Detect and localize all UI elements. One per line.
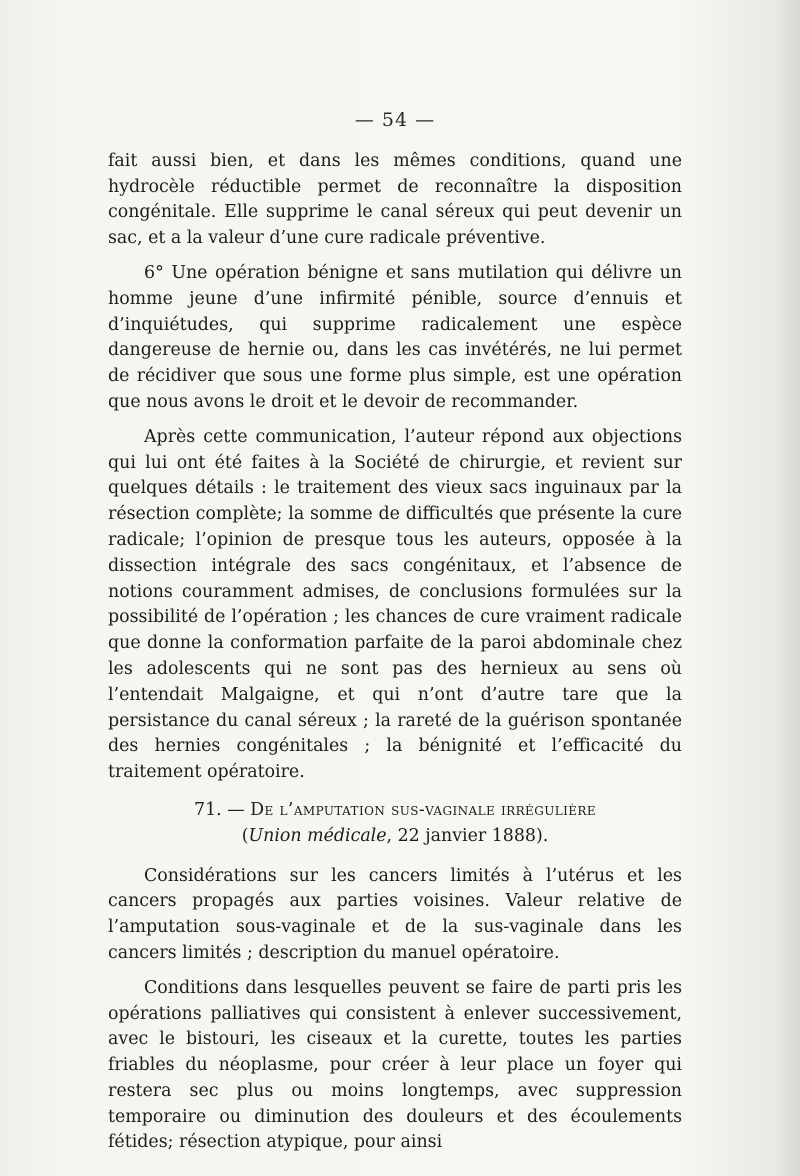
section-heading [108, 798, 682, 824]
section-title: De l’amputation sus-vaginale irrégulière [250, 799, 596, 820]
paragraph-conditions: Conditions dans lesquelles peuvent se faire de parti pris les opérations palliatives qui consistent à enlever successivement, avec le bistouri, les ciseaux et la curette, toutes les parties friables du néoplasme, pour créer à leur place un foyer qui restera sec plus ou moins longtemps, avec suppression temporaire ou diminution des douleurs et des écoulements fétides; résection atypique, pour ainsi [108, 977, 682, 1153]
page-text-block [108, 108, 682, 1165]
paragraph-point-6: 6° Une opération bénigne et sans mutilation qui délivre un homme jeune d’une infirmité pénible, source d’ennuis et d’inquiétudes, qui supprime radicalement une espèce dangereuse de hernie ou, dans les cas invétérés, ne lui permet de récidiver que sous une forme plus simple, est une opération que nous avons le droit et le devoir de recommander. [108, 262, 682, 412]
paragraph-hydrocele: fait aussi bien, et dans les mêmes conditions, quand une hydrocèle réductible permet de reconnaître la disposition congénitale. Elle supprime le canal séreux qui peut devenir un sac, et a la valeur d’une cure radicale préventive. [108, 150, 682, 249]
section-source [108, 824, 682, 850]
section-number: 71. [194, 799, 222, 820]
paragraph-considerations: Considérations sur les cancers limités à l’utérus et les cancers propagés aux parties voisines. Valeur relative de l’amputation sous-vaginale et de la sus-vaginale dans les cancers limités ; description du manuel opératoire. [108, 865, 682, 963]
section-dash: — [227, 799, 245, 820]
paragraph-author-reply: Après cette communication, l’auteur répond aux objections qui lui ont été faites à la Société de chirurgie, et revient sur quelques détails : le traitement des vieux sacs inguinaux par la résection complète; la somme de difficultés que présente la cure radicale; l’opinion de presque tous les auteurs, opposée à la dissection intégrale des sacs congénitaux, et l’absence de notions couramment admises, de conclusions formulées sur la possibilité de l’opération ; les chances de cure vraiment radicale que donne la conformation parfaite de la paroi abdominale chez les adolescents qui ne sont pas des hernieux au sens où l’entendait Malgaigne, et qui n’ont d’autre tare que la persistance du canal séreux ; la rareté de la guérison spontanée des hernies congénitales ; la bénignité et l’efficacité du traitement opératoire. [108, 426, 682, 783]
source-date: , 22 janvier 1888). [386, 825, 549, 846]
source-journal: Union médicale [248, 825, 387, 846]
page-number: — 54 — [354, 109, 436, 131]
source-open-paren: ( [241, 825, 249, 846]
